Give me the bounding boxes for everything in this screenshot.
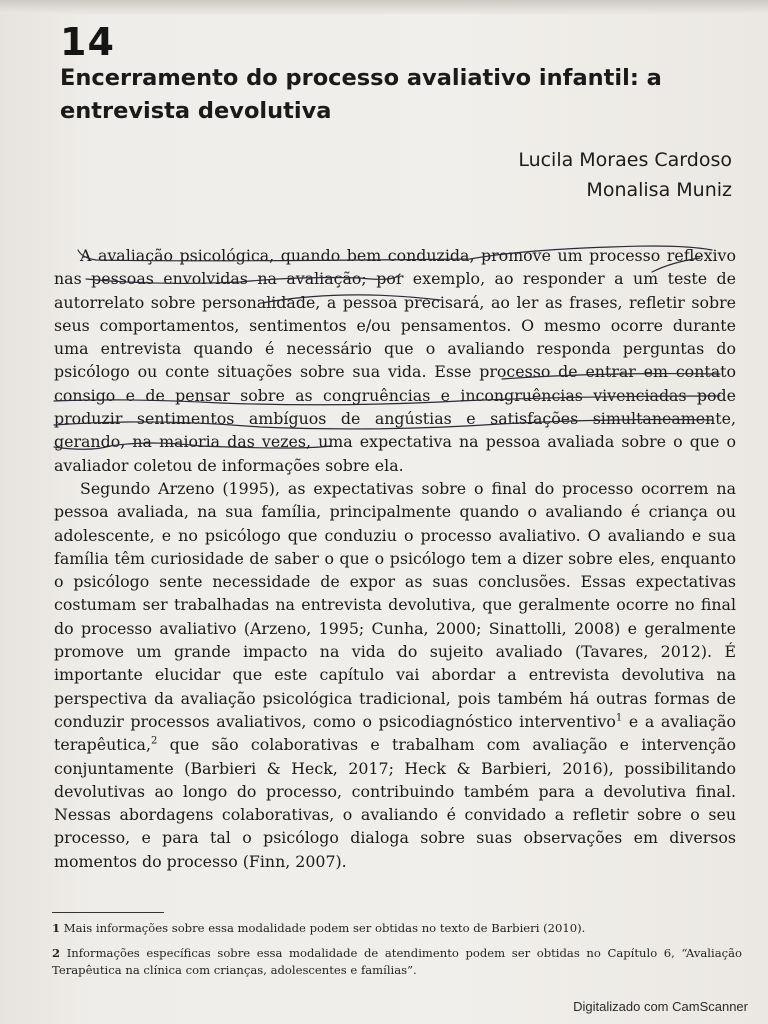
chapter-title: Encerramento do processo avaliativo infantil: a entrevista devolutiva — [60, 65, 662, 124]
footnote-number: 2 — [52, 946, 61, 960]
footnote-number: 1 — [52, 921, 61, 935]
paragraph-2-text: e a avaliação terapêutica, — [54, 711, 736, 755]
paragraph-2 — [54, 477, 736, 873]
footnote-2 — [52, 945, 742, 979]
footnote-divider — [52, 912, 164, 913]
footnote-ref-2[interactable]: 2 — [151, 735, 158, 747]
footnote-ref-1[interactable]: 1 — [615, 712, 623, 724]
page-edge-shadow — [0, 0, 768, 14]
scanner-watermark: Digitalizado com CamScanner — [573, 999, 748, 1014]
author-name: Monalisa Muniz — [586, 179, 732, 201]
author-list — [518, 145, 732, 205]
footnote-text: Informações específicas sobre essa modalidade de atendimento podem ser obtidas no Capítulo 6, “Avaliação Terapêutica na clínica com crianças, adolescentes e famílias”. — [52, 946, 742, 977]
footnote-text: Mais informações sobre essa modalidade podem ser obtidas no texto de Barbieri (2010). — [63, 921, 586, 935]
paragraph-1: A avaliação psicológica, quando bem conduzida, promove um processo reflexivo nas pessoas envolvidas na avaliação; por exemplo, ao responder a um teste de autorrelato sobre personalidade, a pessoa precisará, ao ler as frases, refletir sobre seus comportamentos, sentimentos e/ou pensamentos. O mesmo ocorre durante uma entrevista quando é necessário que o avaliando responda perguntas do psicólogo ou conte situações sobre sua vida. Esse processo de entrar em contato consigo e de pensar sobre as congruências e incongruências vivenciadas pode produzir sentimentos ambíguos de angústias e satisfações simultaneamente, gerando, na maioria das vezes, uma expectativa na pessoa avaliada sobre o que o avaliador coletou de informações sobre ela. — [54, 246, 736, 475]
author-name: Lucila Moraes Cardoso — [518, 149, 732, 171]
paragraph-2-text: Segundo Arzeno (1995), as expectativas sobre o final do processo ocorrem na pessoa avaliada, na sua família, principalmente quando o avaliando é criança ou adolescente, e no psicólogo que conduziu o processo avaliativo. O avaliando e sua família têm curiosidade de saber o que o psicólogo tem a dizer sobre eles, enquanto o psicólogo sente necessidade de expor as suas conclusões. Essas expectativas costumam ser trabalhadas na entrevista devolutiva, que geralmente ocorre no final do processo avaliativo (Arzeno, 1995; Cunha, 2000; Sinattolli, 2008) e geralmente promove um grande impacto na vida do sujeito avaliado (Tavares, 2012). É importante elucidar que este capítulo vai abordar a entrevista devolutiva na perspectiva da avaliação psicológica tradicional, pois também há outras formas de conduzir processos avaliativos, como o psicodiagnóstico interventivo — [54, 478, 736, 731]
body-text — [54, 244, 736, 873]
footnote-1 — [52, 920, 742, 937]
chapter-number: 14 — [60, 20, 115, 64]
footnotes — [52, 920, 742, 987]
paragraph-2-text: que são colaborativas e trabalham com avaliação e intervenção conjuntamente (Barbieri & Heck, 2017; Heck & Barbieri, 2016), possibilitando devolutivas ao longo do processo, contribuindo também para a devolutiva final. Nessas abordagens colaborativas, o avaliando é convidado a refletir sobre o seu processo, e para tal o psicólogo dialoga sobre suas observações em diversos momentos do processo (Finn, 2007). — [54, 735, 736, 871]
